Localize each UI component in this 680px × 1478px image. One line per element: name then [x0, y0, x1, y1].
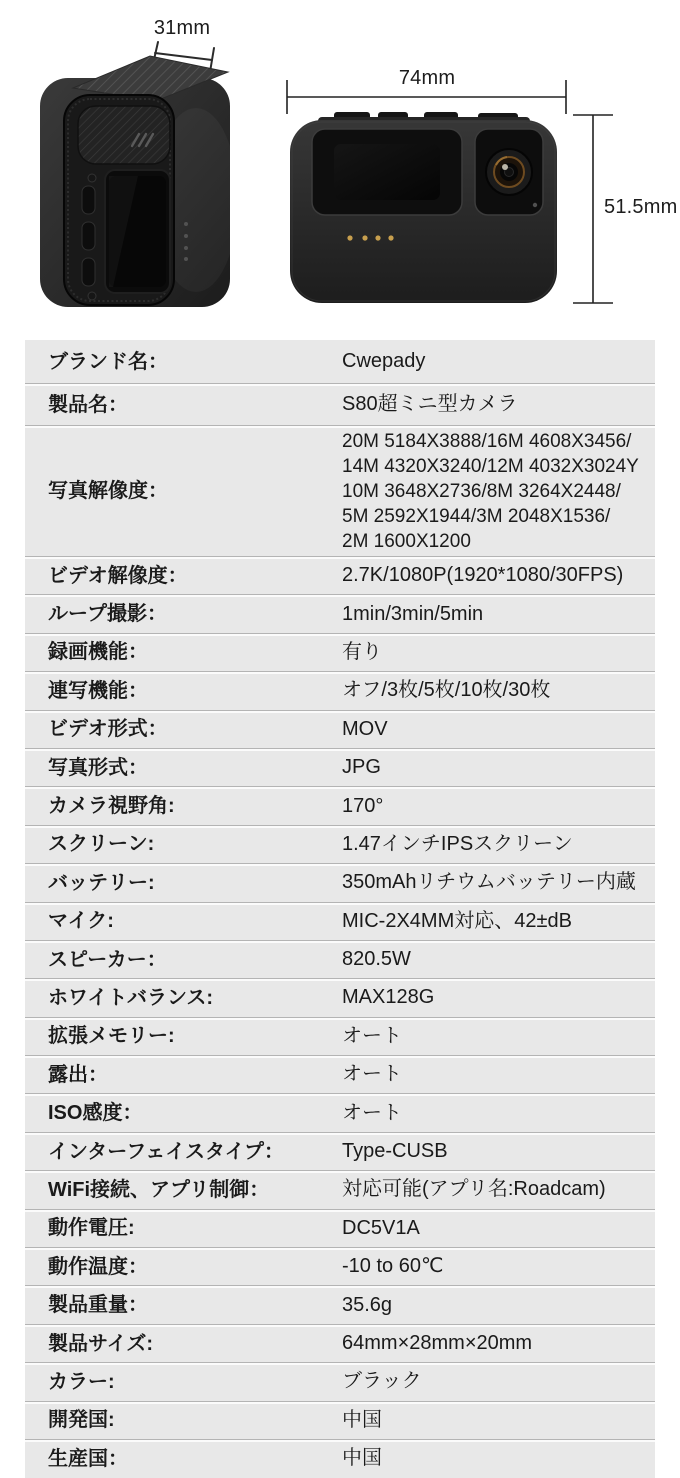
lens-icon	[486, 149, 532, 195]
spec-row	[25, 786, 655, 824]
spec-value: 820.5W	[342, 948, 411, 971]
spec-value: JPG	[342, 756, 381, 779]
spec-label: インターフェイスタイプ：	[48, 1140, 284, 1163]
spec-row	[25, 1362, 655, 1400]
spec-label: スクリーン:	[48, 833, 155, 856]
spec-row	[25, 978, 655, 1016]
spec-value: 350mAhリチウムバッテリー内蔵	[342, 871, 636, 894]
dimension-label-front-width: 74mm	[398, 67, 456, 89]
spec-value: オフ/3枚/5枚/10枚/30枚	[342, 679, 551, 702]
spec-value: 1.47インチIPSスクリーン	[342, 832, 573, 855]
spec-value: オート	[342, 1024, 402, 1047]
spec-row	[25, 863, 655, 901]
spec-row	[25, 710, 655, 748]
spec-value: 170°	[342, 794, 384, 817]
spec-row	[25, 1247, 655, 1285]
spec-value: ブラック	[342, 1370, 422, 1393]
spec-label: マイク:	[48, 910, 114, 933]
spec-value: Cwepady	[342, 350, 426, 372]
spec-label: WiFi接続、アプリ制御：	[48, 1178, 270, 1201]
spec-row	[25, 1170, 655, 1208]
spec-label: 生産国：	[48, 1447, 128, 1470]
spec-row	[25, 1017, 655, 1055]
spec-label: バッテリー:	[48, 871, 155, 894]
camera-angled-view-photo	[28, 0, 243, 332]
spec-row	[25, 1324, 655, 1362]
product-hero	[0, 0, 680, 340]
spec-label: 露出：	[48, 1063, 108, 1086]
spec-row	[25, 1093, 655, 1131]
spec-table	[25, 340, 655, 1478]
spec-label: スピーカー：	[48, 948, 167, 971]
spec-label: ブランド名：	[48, 350, 168, 373]
spec-label: ホワイトバランス:	[48, 986, 214, 1009]
spec-value: 64mm×28mm×20mm	[342, 1332, 533, 1354]
spec-row	[25, 425, 655, 556]
spec-label: 拡張メモリー:	[48, 1025, 175, 1048]
spec-row	[25, 340, 655, 383]
spec-value: MOV	[342, 717, 388, 740]
spec-value: 35.6g	[342, 1293, 393, 1316]
spec-label: カラー:	[48, 1370, 115, 1393]
spec-value: S80超ミニ型カメラ	[342, 393, 518, 415]
spec-value: Type-CUSB	[342, 1140, 448, 1163]
spec-value: -10 to 60℃	[342, 1255, 444, 1278]
spec-value: 2.7K/1080P(1920*1080/30FPS)	[342, 564, 624, 587]
spec-label: ISO感度：	[48, 1102, 143, 1125]
spec-value: 有り	[342, 640, 382, 663]
spec-label: 動作温度：	[48, 1255, 148, 1278]
dimension-label-front-height: 51.5mm	[604, 196, 678, 218]
spec-row	[25, 902, 655, 940]
spec-row	[25, 825, 655, 863]
spec-row	[25, 1132, 655, 1170]
spec-label: 写真解像度：	[48, 480, 168, 502]
spec-row	[25, 556, 655, 594]
spec-value: オート	[342, 1063, 402, 1086]
spec-value: 対応可能(アプリ名:Roadcam)	[342, 1178, 606, 1201]
spec-row	[25, 748, 655, 786]
spec-value: DC5V1A	[342, 1216, 420, 1239]
spec-label: 製品名：	[48, 393, 128, 416]
spec-label: ループ撮影：	[48, 603, 167, 626]
spec-row	[25, 594, 655, 632]
spec-label: 製品重量：	[48, 1294, 148, 1317]
spec-label: 動作電圧:	[48, 1217, 135, 1240]
spec-label: ビデオ形式：	[48, 718, 168, 741]
spec-label: 写真形式：	[48, 756, 148, 779]
spec-row	[25, 1209, 655, 1247]
dimension-label-angled-width: 31mm	[153, 17, 211, 39]
spec-value: 中国	[342, 1447, 382, 1470]
spec-label: 連写機能：	[48, 679, 148, 702]
spec-row	[25, 1055, 655, 1093]
spec-label: 録画機能：	[48, 641, 148, 664]
camera-front-view-photo	[282, 74, 678, 314]
spec-row	[25, 383, 655, 425]
spec-value: MAX128G	[342, 986, 435, 1009]
side-buttons	[82, 174, 96, 300]
spec-value: MIC-2X4MM対応、42±dB	[342, 909, 572, 932]
spec-row	[25, 1401, 655, 1439]
spec-value: 20M 5184X3888/16M 4608X3456/ 14M 4320X3240/12M 4032X3024Y 10M 3648X2736/8M 3264X2448/ 5M 2592X1944/3M 2048X1536/ 2M 1600X1200	[342, 430, 639, 552]
spec-row	[25, 633, 655, 671]
spec-label: 製品サイズ:	[48, 1332, 154, 1355]
spec-label: カメラ視野角:	[48, 795, 175, 818]
spec-value: オート	[342, 1101, 402, 1124]
spec-row	[25, 1285, 655, 1323]
spec-row	[25, 940, 655, 978]
spec-row	[25, 671, 655, 709]
spec-label: 開発国:	[48, 1409, 115, 1432]
spec-value: 中国	[342, 1408, 382, 1431]
spec-label: ビデオ解像度：	[48, 564, 188, 587]
spec-row	[25, 1439, 655, 1477]
spec-value: 1min/3min/5min	[342, 602, 484, 625]
